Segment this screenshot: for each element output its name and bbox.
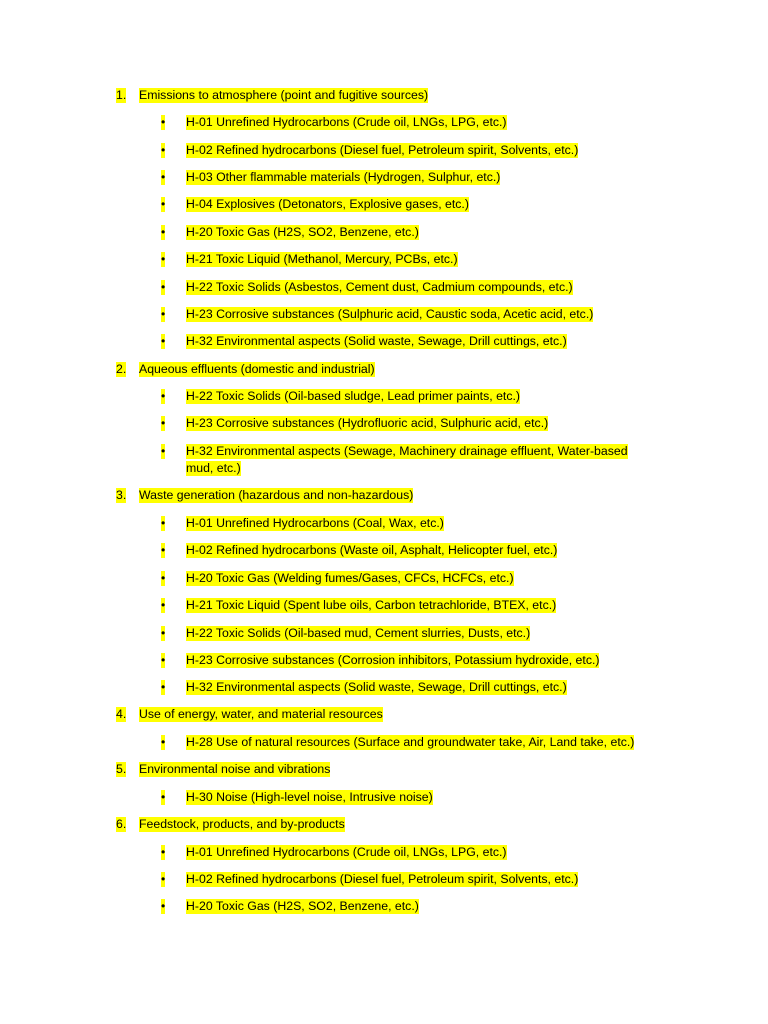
bullet-icon (161, 280, 165, 295)
bullet-glyph: • (161, 516, 166, 530)
list-item-text (186, 872, 578, 887)
list-item-line: H-20 Toxic Gas (Welding fumes/Gases, CFCs, HCFCs, etc.) (186, 571, 514, 585)
list-item-text (186, 735, 634, 750)
section-number (116, 707, 126, 722)
list-item-line: H-23 Corrosive substances (Sulphuric acid, Caustic soda, Acetic acid, etc.) (186, 307, 594, 321)
section-heading-text: Use of energy, water, and material resources (139, 707, 383, 721)
list-item-line: H-01 Unrefined Hydrocarbons (Coal, Wax, etc.) (186, 516, 444, 530)
bullet-icon (161, 143, 165, 158)
section-number-text: 3. (116, 488, 127, 502)
list-item-line: H-20 Toxic Gas (H2S, SO2, Benzene, etc.) (186, 899, 419, 913)
bullet-glyph: • (161, 872, 166, 886)
list-item-line: H-21 Toxic Liquid (Methanol, Mercury, PCBs, etc.) (186, 252, 458, 266)
list-item-text (186, 444, 628, 459)
list-item-text (186, 389, 520, 404)
section-number (116, 88, 126, 103)
bullet-icon (161, 516, 165, 531)
section-heading (139, 362, 375, 377)
list-item-text (186, 571, 514, 586)
list-item-text (186, 790, 433, 805)
bullet-glyph: • (161, 845, 166, 859)
bullet-glyph: • (161, 598, 166, 612)
bullet-icon (161, 790, 165, 805)
bullet-glyph: • (161, 389, 166, 403)
section-number-text: 6. (116, 817, 127, 831)
section-number-text: 1. (116, 88, 127, 102)
bullet-icon (161, 252, 165, 267)
bullet-icon (161, 845, 165, 860)
list-item-line: H-03 Other flammable materials (Hydrogen, Sulphur, etc.) (186, 170, 501, 184)
bullet-icon (161, 416, 165, 431)
bullet-glyph: • (161, 416, 166, 430)
bullet-glyph: • (161, 170, 166, 184)
list-item-text (186, 461, 241, 476)
bullet-glyph: • (161, 543, 166, 557)
section-heading-text: Environmental noise and vibrations (139, 762, 331, 776)
section-number (116, 817, 126, 832)
list-item-line: H-23 Corrosive substances (Corrosion inhibitors, Potassium hydroxide, etc.) (186, 653, 600, 667)
bullet-glyph: • (161, 252, 166, 266)
section-number (116, 762, 126, 777)
section-heading (139, 488, 413, 503)
bullet-icon (161, 225, 165, 240)
section-heading (139, 762, 330, 777)
bullet-glyph: • (161, 143, 166, 157)
list-item-line: H-28 Use of natural resources (Surface and groundwater take, Air, Land take, etc.) (186, 735, 635, 749)
list-item-line: H-32 Environmental aspects (Sewage, Machinery drainage effluent, Water-based (186, 444, 628, 458)
list-item-text (186, 307, 593, 322)
bullet-glyph: • (161, 735, 166, 749)
list-item-line: H-22 Toxic Solids (Asbestos, Cement dust, Cadmium compounds, etc.) (186, 280, 573, 294)
list-item-line: H-32 Environmental aspects (Solid waste, Sewage, Drill cuttings, etc.) (186, 680, 567, 694)
list-item-text (186, 416, 548, 431)
list-item-text (186, 115, 507, 130)
bullet-glyph: • (161, 280, 166, 294)
section-number-text: 4. (116, 707, 127, 721)
section-heading-text: Feedstock, products, and by-products (139, 817, 345, 831)
section-number-text: 2. (116, 362, 127, 376)
list-item-line: H-01 Unrefined Hydrocarbons (Crude oil, LNGs, LPG, etc.) (186, 115, 507, 129)
bullet-icon (161, 626, 165, 641)
bullet-glyph: • (161, 680, 166, 694)
list-item-text (186, 516, 444, 531)
bullet-icon (161, 115, 165, 130)
bullet-glyph: • (161, 197, 166, 211)
list-item-text (186, 899, 419, 914)
section-number-text: 5. (116, 762, 127, 776)
list-item-line: H-22 Toxic Solids (Oil-based sludge, Lead primer paints, etc.) (186, 389, 520, 403)
list-item-line: H-30 Noise (High-level noise, Intrusive noise) (186, 790, 433, 804)
section-heading (139, 88, 428, 103)
section-heading-text: Aqueous effluents (domestic and industrial) (139, 362, 375, 376)
bullet-icon (161, 899, 165, 914)
list-item-text (186, 197, 469, 212)
bullet-glyph: • (161, 225, 166, 239)
list-item-line: H-23 Corrosive substances (Hydrofluoric acid, Sulphuric acid, etc.) (186, 416, 549, 430)
list-item-text (186, 252, 458, 267)
bullet-icon (161, 307, 165, 322)
list-item-line: H-22 Toxic Solids (Oil-based mud, Cement slurries, Dusts, etc.) (186, 626, 531, 640)
bullet-icon (161, 571, 165, 586)
list-item-text (186, 334, 567, 349)
list-item-text (186, 598, 556, 613)
bullet-glyph: • (161, 307, 166, 321)
bullet-icon (161, 872, 165, 887)
bullet-glyph: • (161, 115, 166, 129)
bullet-icon (161, 653, 165, 668)
list-item-text (186, 626, 530, 641)
bullet-glyph: • (161, 653, 166, 667)
list-item-text (186, 170, 500, 185)
list-item-line: H-01 Unrefined Hydrocarbons (Crude oil, LNGs, LPG, etc.) (186, 845, 507, 859)
bullet-icon (161, 735, 165, 750)
bullet-icon (161, 543, 165, 558)
list-item-line: H-02 Refined hydrocarbons (Waste oil, Asphalt, Helicopter fuel, etc.) (186, 543, 558, 557)
list-item-line: H-21 Toxic Liquid (Spent lube oils, Carbon tetrachloride, BTEX, etc.) (186, 598, 557, 612)
section-heading (139, 817, 345, 832)
section-heading (139, 707, 383, 722)
bullet-icon (161, 197, 165, 212)
list-item-text (186, 653, 599, 668)
list-item-text (186, 543, 557, 558)
bullet-icon (161, 334, 165, 349)
section-heading-text: Emissions to atmosphere (point and fugitive sources) (139, 88, 429, 102)
list-item-line: mud, etc.) (186, 461, 241, 475)
list-item-line: H-32 Environmental aspects (Solid waste, Sewage, Drill cuttings, etc.) (186, 334, 567, 348)
list-item-text (186, 143, 578, 158)
bullet-glyph: • (161, 334, 166, 348)
list-item-line: H-20 Toxic Gas (H2S, SO2, Benzene, etc.) (186, 225, 419, 239)
section-number (116, 362, 126, 377)
bullet-glyph: • (161, 571, 166, 585)
bullet-glyph: • (161, 899, 166, 913)
list-item-line: H-04 Explosives (Detonators, Explosive gases, etc.) (186, 197, 469, 211)
list-item-line: H-02 Refined hydrocarbons (Diesel fuel, Petroleum spirit, Solvents, etc.) (186, 143, 579, 157)
bullet-glyph: • (161, 626, 166, 640)
bullet-icon (161, 389, 165, 404)
bullet-icon (161, 170, 165, 185)
bullet-glyph: • (161, 444, 166, 458)
bullet-icon (161, 444, 165, 459)
list-item-line: H-02 Refined hydrocarbons (Diesel fuel, Petroleum spirit, Solvents, etc.) (186, 872, 579, 886)
list-item-text (186, 280, 573, 295)
section-heading-text: Waste generation (hazardous and non-hazardous) (139, 488, 414, 502)
list-item-text (186, 225, 419, 240)
list-item-text (186, 845, 507, 860)
bullet-icon (161, 598, 165, 613)
list-item-text (186, 680, 567, 695)
bullet-glyph: • (161, 790, 166, 804)
section-number (116, 488, 126, 503)
bullet-icon (161, 680, 165, 695)
